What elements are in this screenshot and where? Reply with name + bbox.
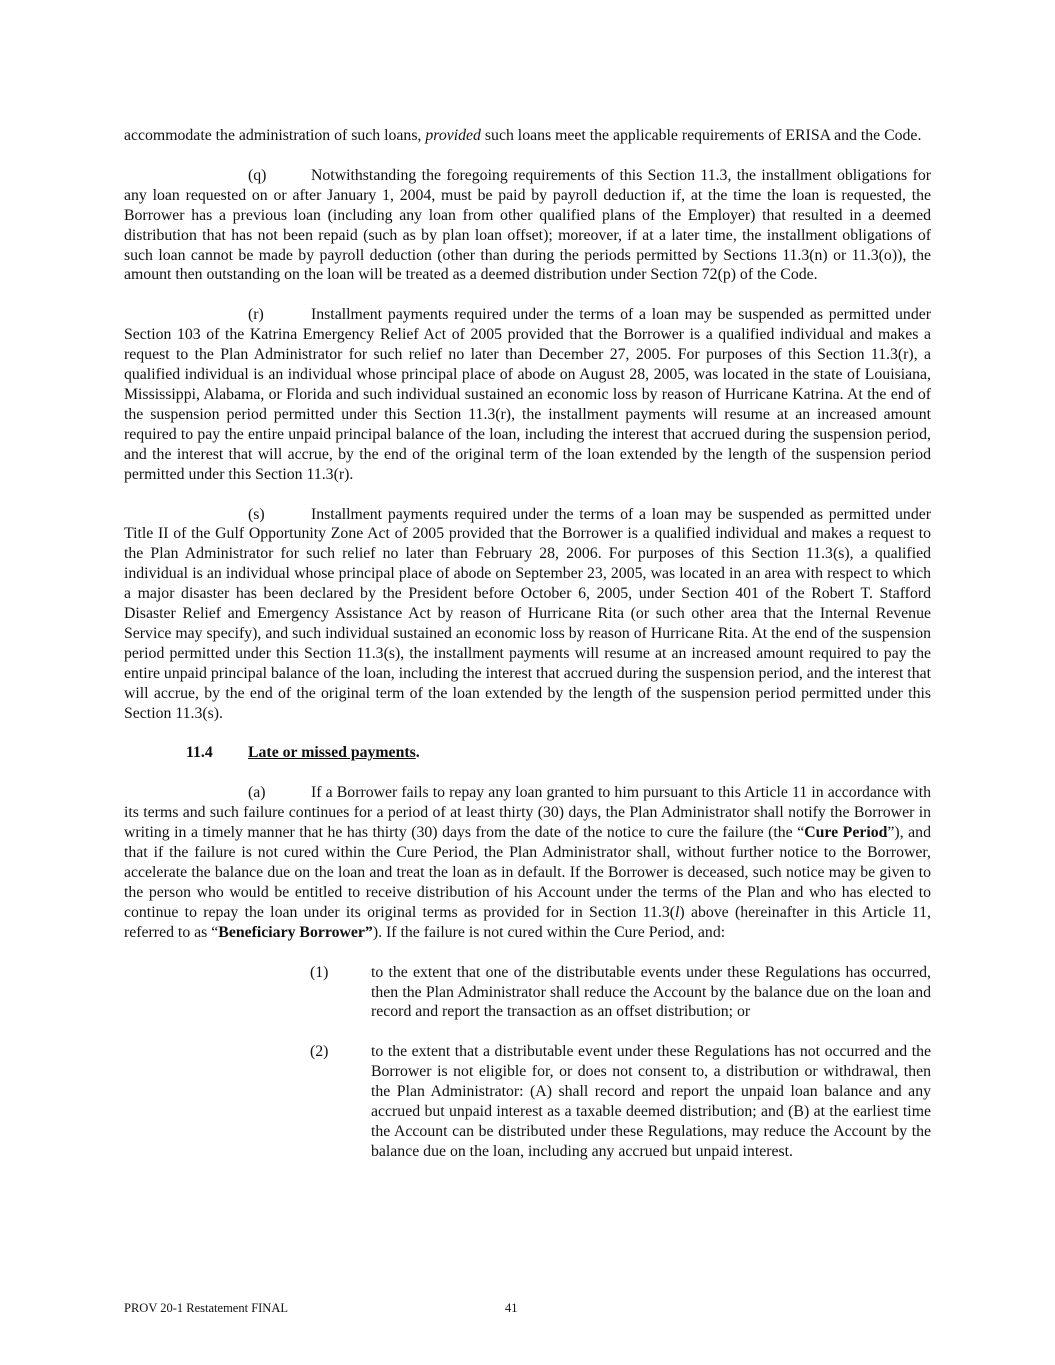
list-item-number: (1) <box>310 963 329 981</box>
page-number: 41 <box>505 1301 518 1315</box>
paragraph-a-text-3: ) above (hereinafter in this Article 11, referred to as “ <box>124 903 932 941</box>
section-title: Late or missed payments <box>248 744 416 762</box>
document-page <box>124 126 931 1162</box>
paragraph-a-italic-l: l <box>675 903 680 921</box>
paragraph-a <box>124 783 931 942</box>
intro-text-1: accommodate the administration of such loans, <box>124 127 426 144</box>
paragraph-r-text: Installment payments required under the terms of a loan may be suspended as permitted under Section 103 of the Katrina Emergency Relief Act of 2005 provided that the Borrower is a qualified individual and makes a request to the Plan Administrator for such relief no later than December 27, 2005. For purposes of this Section 11.3(r), a qualified individual is an individual whose principal place of abode on August 28, 2005, was located in the state of Louisiana, Mississippi, Alabama, or Florida and such individual sustained an economic loss by reason of Hurricane Katrina. At the end of the suspension period permitted under this Section 11.3(r), the installment payments will resume at an increased amount required to pay the entire unpaid principal balance of the loan, including the interest that accrued during the suspension period, and the interest that will accrue, by the end of the original term of the loan extended by the length of the suspension period permitted under this Section 11.3(r). <box>124 306 931 483</box>
paragraph-a-text-1: If a Borrower fails to repay any loan granted to him pursuant to this Article 11 in accordance with its terms and such failure continues for a period of at least thirty (30) days, the Plan Administrator shall notify the Borrower in writing in a timely manner that he has thirty (30) days from the date of the notice to cure the failure (the “ <box>124 784 931 842</box>
paragraph-q <box>124 166 931 285</box>
intro-text-2: such loans meet the applicable requirements of ERISA and the Code. <box>480 127 922 144</box>
paragraph-s <box>124 505 931 724</box>
paragraph-a-label: (a) <box>248 784 266 802</box>
paragraph-q-label: (q) <box>248 166 267 184</box>
footer-doc-name: PROV 20-1 Restatement FINAL <box>124 1301 288 1315</box>
paragraph-a-text-2: ”), and that if the failure is not cured within the Cure Period, the Plan Administrator shall, without further notice to the Borrower, accelerate the balance due on the loan and treat the loan as in default. If the Borrower is deceased, such notice may be given to the person who would be entitled to receive distribution of his Account under the terms of the Plan and who has elected to continue to repay the loan under its original terms as provided for in Section 11.3( <box>124 824 931 921</box>
term-cure-period: Cure Period <box>804 824 888 842</box>
paragraph-s-text: Installment payments required under the terms of a loan may be suspended as permitted under Title II of the Gulf Opportunity Zone Act of 2005 provided that the Borrower is a qualified individual and makes a request to the Plan Administrator for such relief no later than February 28, 2006. For purposes of this Section 11.3(s), a qualified individual is an individual whose principal place of abode on September 23, 2005, was located in an area with respect to which a major disaster has been declared by the President before October 6, 2005, under Section 401 of the Robert T. Stafford Disaster Relief and Emergency Assistance Act by reason of Hurricane Rita (or such other area that the Internal Revenue Service may specify), and such individual sustained an economic loss by reason of Hurricane Rita. At the end of the suspension period permitted under this Section 11.3(s), the installment payments will resume at an increased amount required to pay the entire unpaid principal balance of the loan, including the interest that accrued during the suspension period, and the interest that will accrue, by the end of the original term of the loan extended by the length of the suspension period permitted under this Section 11.3(s). <box>124 505 931 722</box>
paragraph-q-text: Notwithstanding the foregoing requirements of this Section 11.3, the installment obligations for any loan requested on or after January 1, 2004, must be paid by payroll deduction if, at the time the loan is requested, the Borrower has a previous loan (including any loan from other qualified plans of the Employer) that resulted in a deemed distribution that has not been repaid (such as by plan loan offset); moreover, if at a later time, the installment obligations of such loan cannot be made by payroll deduction (other than during the periods permitted by Sections 11.3(n) or 11.3(o)), the amount then outstanding on the loan will be treated as a deemed distribution under Section 72(p) of the Code. <box>124 166 931 284</box>
term-beneficiary-borrower: Beneficiary Borrower” <box>218 923 373 941</box>
list-item-number: (2) <box>310 1043 329 1061</box>
paragraph-a-text-4: ). If the failure is not cured within the Cure Period, and: <box>372 923 726 941</box>
section-number: 11.4 <box>186 744 213 762</box>
list-item-text: to the extent that one of the distributable events under these Regulations has occurred, then the Plan Administrator shall reduce the Account by the balance due on the loan and record and report the transaction as an offset distribution; or <box>371 963 931 1021</box>
paragraph-r-label: (r) <box>248 306 264 324</box>
intro-italic: provided <box>425 127 481 144</box>
section-heading <box>124 743 931 763</box>
paragraph-s-label: (s) <box>248 505 265 523</box>
section-title-punct: . <box>415 744 420 762</box>
paragraph-r <box>124 305 931 484</box>
list-item-text: to the extent that a distributable event under these Regulations has not occurred and the Borrower is not eligible for, or does not consent to, a distribution or withdrawal, then the Plan Administrator: (A) shall record and report the unpaid loan balance and any accrued but unpaid interest as a taxable deemed distribution; and (B) at the earliest time the Account can be distributed under these Regulations, may reduce the Account by the balance due on the loan, including any accrued but unpaid interest. <box>371 1043 931 1160</box>
list-item <box>310 1042 931 1161</box>
paragraph-intro <box>124 126 931 146</box>
list-item <box>310 963 931 1023</box>
